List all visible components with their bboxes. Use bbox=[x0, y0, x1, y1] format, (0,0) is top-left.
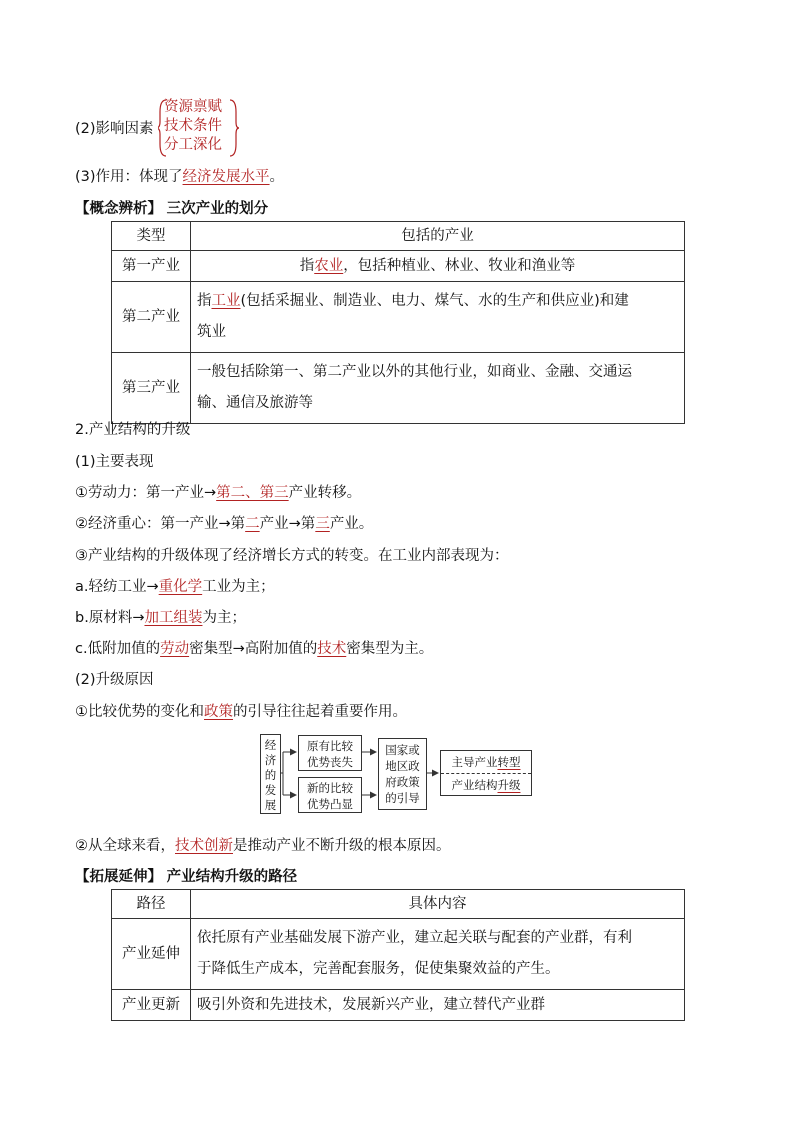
factors-label: (2)影响因素 bbox=[75, 121, 154, 137]
result-top: 主导产业转型 bbox=[441, 751, 531, 774]
factor-item-3: 分工深化 bbox=[164, 137, 222, 153]
path-table bbox=[111, 889, 685, 1021]
concept-heading: 【概念辨析】 三次产业的划分 bbox=[75, 201, 269, 217]
table-header: 类型 bbox=[112, 222, 191, 251]
item-a: a.轻纺工业→重化学工业为主； bbox=[75, 579, 275, 595]
extend-heading: 【拓展延伸】 产业结构升级的路径 bbox=[75, 869, 298, 885]
table-header: 具体内容 bbox=[191, 890, 685, 919]
box-advantage-gained: 新的比较 优势凸显 bbox=[298, 777, 362, 813]
reason-1: ①比较优势的变化和政策的引导往往起着重要作用。 bbox=[75, 704, 407, 720]
table-row bbox=[112, 990, 685, 1021]
item-b: b.原材料→加工组装为主； bbox=[75, 610, 246, 626]
effect-fill: 经济发展水平 bbox=[182, 169, 270, 185]
labor-line: ①劳动力：第一产业→第二、第三产业转移。 bbox=[75, 485, 362, 501]
box-advantage-lost: 原有比较 优势丧失 bbox=[298, 735, 362, 771]
factor-item-2: 技术条件 bbox=[164, 118, 222, 134]
table-header-row bbox=[112, 890, 685, 919]
table-header: 路径 bbox=[112, 890, 191, 919]
table-cell-content: 依托原有产业基础发展下游产业，建立起关联与配套的产业群，有利 于降低生产成本，完善配套服务，促使集聚效益的产生。 bbox=[191, 919, 685, 990]
table-row bbox=[112, 919, 685, 990]
econ-line: ②经济重心：第一产业→第二产业→第三产业。 bbox=[75, 516, 374, 532]
section-2-title: 2.产业结构的升级 bbox=[75, 422, 191, 438]
table-cell-content: 一般包括除第一、第二产业以外的其他行业，如商业、金融、交通运 输、通信及旅游等 bbox=[191, 353, 685, 424]
effect-line: (3)作用：体现了经济发展水平。 bbox=[75, 169, 285, 185]
box-econ-dev: 经 济 的 发 展 bbox=[260, 734, 281, 814]
table-cell-type: 第二产业 bbox=[112, 282, 191, 353]
table-cell-type: 第三产业 bbox=[112, 353, 191, 424]
box-policy: 国家或 地区政 府政策 的引导 bbox=[378, 738, 427, 810]
item-3: ③产业结构的升级体现了经济增长方式的转变。在工业内部表现为： bbox=[75, 548, 509, 564]
table-header: 包括的产业 bbox=[191, 222, 685, 251]
factor-item-1: 资源禀赋 bbox=[164, 99, 222, 115]
box-result bbox=[440, 750, 532, 796]
table-cell-content: 指工业(包括采掘业、制造业、电力、煤气、水的生产和供应业)和建 筑业 bbox=[191, 282, 685, 353]
table-cell-path: 产业更新 bbox=[112, 990, 191, 1021]
reason-2: ②从全球来看，技术创新是推动产业不断升级的根本原因。 bbox=[75, 838, 451, 854]
table-cell-type: 第一产业 bbox=[112, 251, 191, 282]
table-cell-path: 产业延伸 bbox=[112, 919, 191, 990]
result-bottom: 产业结构升级 bbox=[451, 778, 521, 792]
reason-title: (2)升级原因 bbox=[75, 672, 154, 688]
table-cell-content: 指农业，包括种植业、林业、牧业和渔业等 bbox=[191, 251, 685, 282]
table-cell-content: 吸引外资和先进技术，发展新兴产业，建立替代产业群 bbox=[191, 990, 685, 1021]
main-title: (1)主要表现 bbox=[75, 454, 154, 470]
item-c: c.低附加值的劳动密集型→高附加值的技术密集型为主。 bbox=[75, 641, 434, 657]
